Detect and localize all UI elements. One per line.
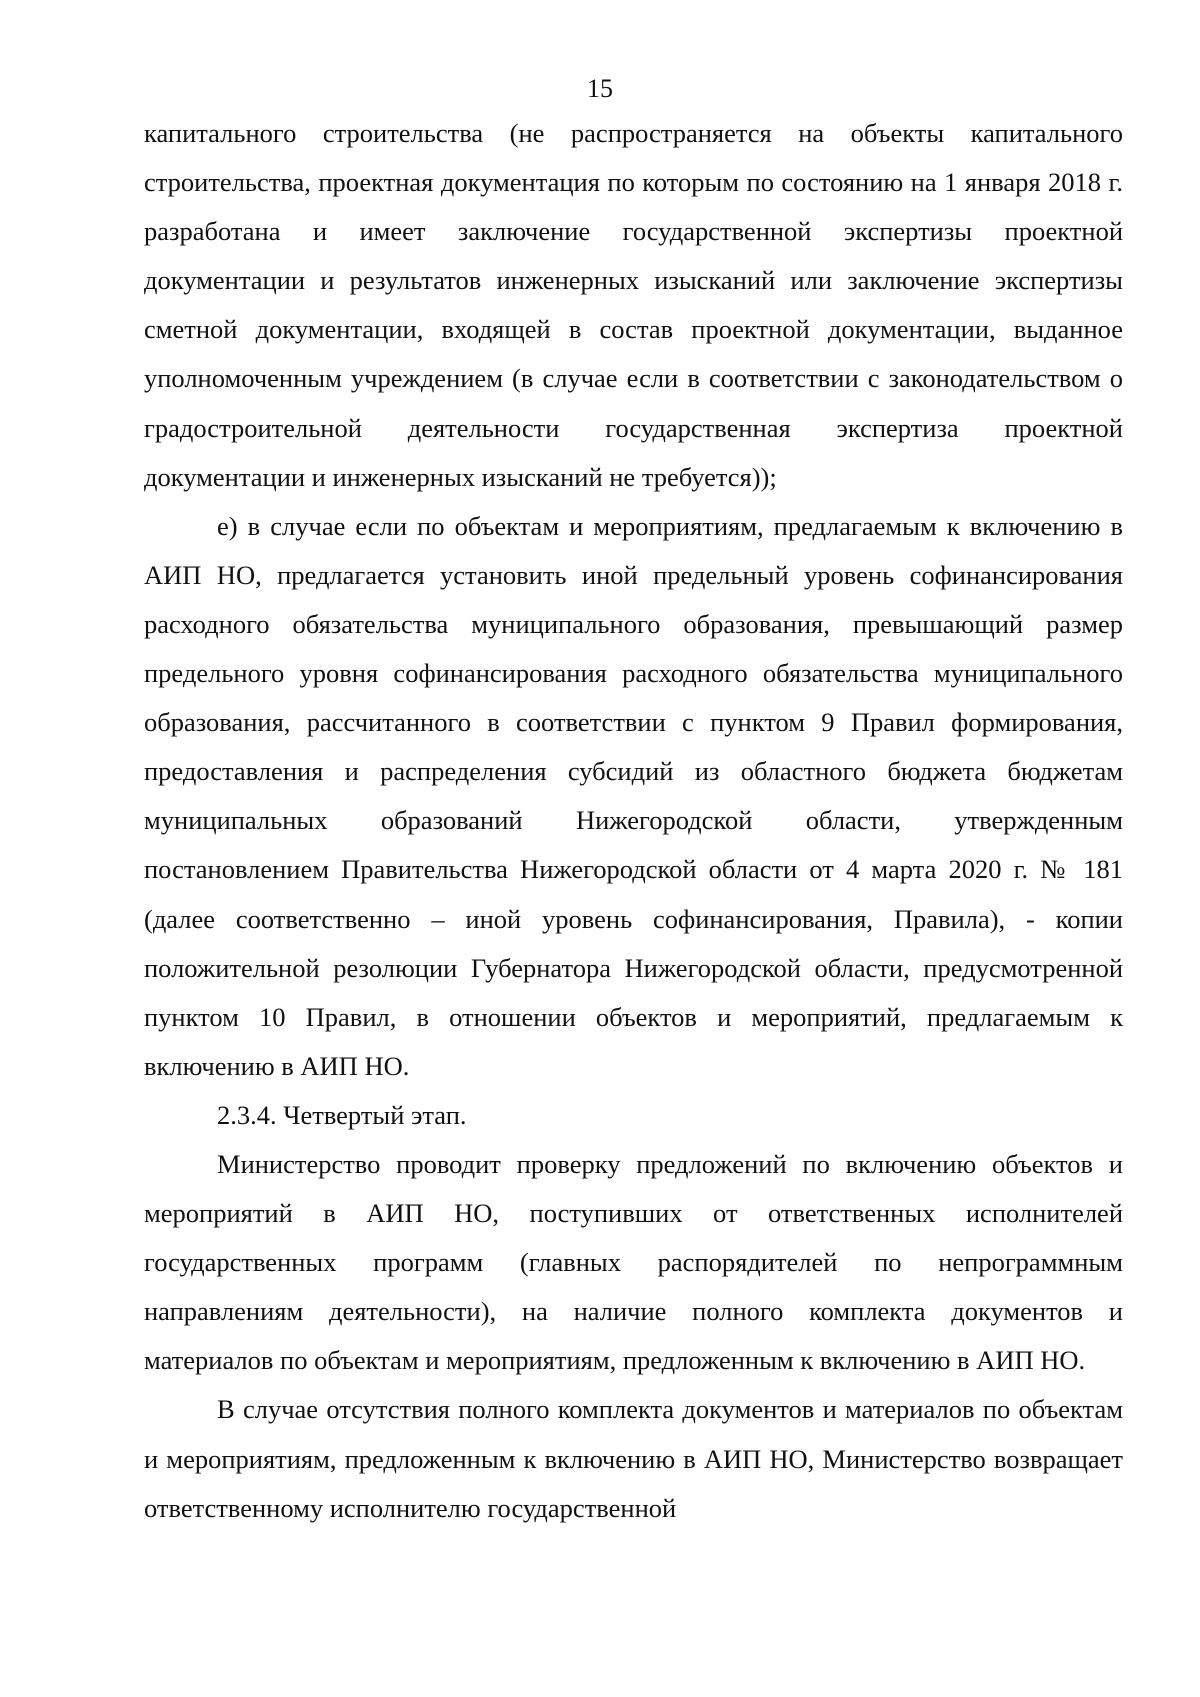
page-number: 15 <box>587 74 613 103</box>
paragraph-incomplete-documents: В случае отсутствия полного комплекта документов и материалов по объектам и мероприятиям, предложенным к включению в АИП НО, Министерство возвращает ответственному исполнителю государственной <box>144 1394 1123 1523</box>
document-body <box>144 109 1123 1533</box>
section-heading-2-3-4: 2.3.4. Четвертый этап. <box>217 1099 467 1130</box>
paragraph-construction-expertise: капитального строительства (не распространяется на объекты капитального строительства, проектная документация по которым по состоянию на 1 января 2018 г. разработана и имеет заключение государственной экспертизы проектной документации и результатов инженерных изысканий или заключение экспертизы сметной документации, входящей в состав проектной документации, выданное уполномоченным учреждением (в случае если в соответствии с законодательством о градостроительной деятельности государственная экспертиза проектной документации и инженерных изысканий не требуется)); <box>144 118 1123 492</box>
paragraph-item-e-cofinancing: е) в случае если по объектам и мероприятиям, предлагаемым к включению в АИП НО, предлагается установить иной предельный уровень софинансирования расходного обязательства муниципального образования, превышающий размер предельного уровня софинансирования расходного обязательства муниципального образования, рассчитанного в соответствии с пунктом 9 Правил формирования, предоставления и распределения субсидий из областного бюджета бюджетам муниципальных образований Нижегородской области, утвержденным постановлением Правительства Нижегородской области от 4 марта 2020 г. № 181 (далее соответственно – иной уровень софинансирования, Правила), - копии положительной резолюции Губернатора Нижегородской области, предусмотренной пунктом 10 Правил, в отношении объектов и мероприятий, предлагаемым к включению в АИП НО. <box>144 510 1123 1081</box>
paragraph-ministry-check: Министерство проводит проверку предложений по включению объектов и мероприятий в АИП НО, поступивших от ответственных исполнителей государственных программ (главных распорядителей по непрограммным направлениям деятельности), на наличие полного комплекта документов и материалов по объектам и мероприятиям, предложенным к включению в АИП НО. <box>144 1148 1123 1376</box>
